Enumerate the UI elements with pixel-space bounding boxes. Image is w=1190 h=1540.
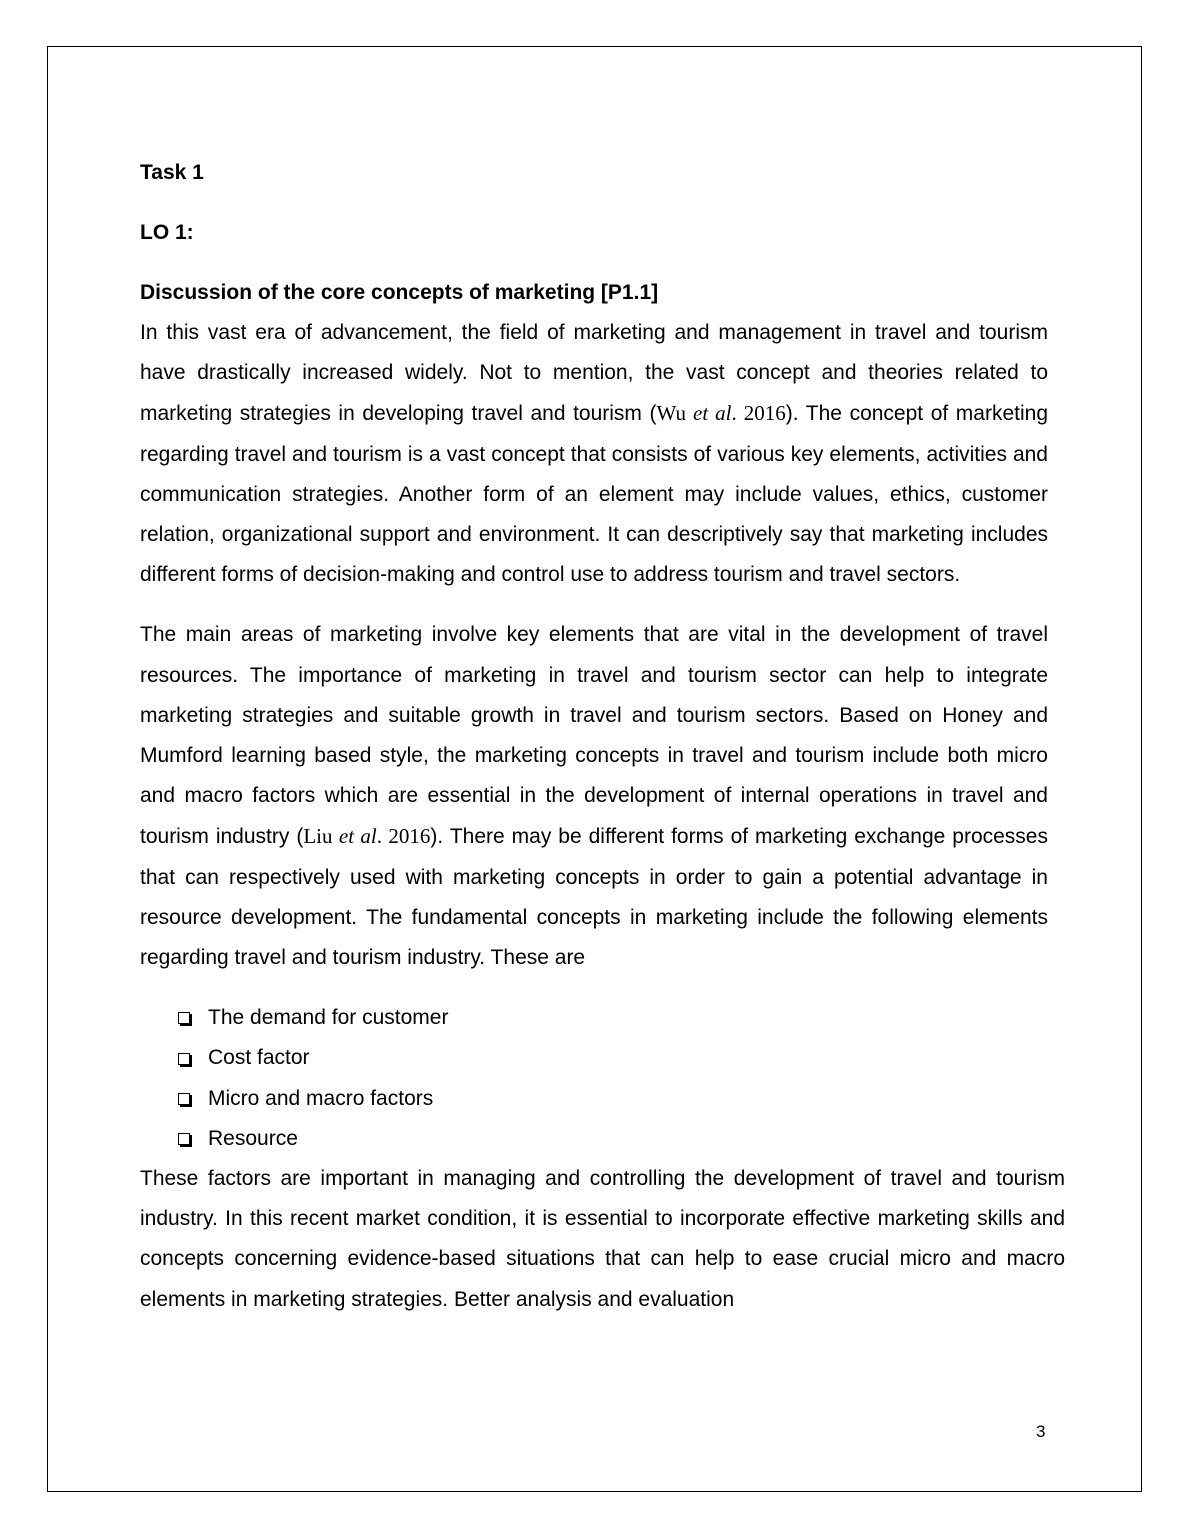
page-number: 3: [1036, 1422, 1046, 1441]
list-item-label: Resource: [208, 1126, 298, 1150]
paragraph-3: These factors are important in managing and controlling the development of travel and tourism industry. In this recent market condition, it is essential to incorporate effective marketing skills and concepts concerning evidence-based situations that can help to ease crucial micro and macro elements in marketing strategies. Better analysis and evaluation: [140, 1167, 1065, 1311]
paragraph-2-text-start: The main areas of marketing involve key elements that are vital in the development of travel resources. The importance of marketing in travel and tourism sector can help to integrate marketing strategies and suitable growth in travel and tourism sectors. Based on Honey and Mumford learning based style, the marketing concepts in travel and tourism include both micro and macro factors which are essential in the development of internal operations in travel and tourism industry (: [140, 623, 1048, 849]
document-body: [140, 155, 1065, 1320]
task-heading: Task 1: [140, 161, 204, 184]
learning-outcome-heading: LO 1:: [140, 221, 194, 244]
citation-year: . 2016: [376, 824, 431, 849]
citation-year: . 2016: [731, 401, 786, 426]
citation-author: Wu: [656, 401, 693, 426]
list-item: [176, 1119, 1048, 1159]
list-item: [176, 1079, 1048, 1119]
citation-etal: et al: [338, 824, 377, 849]
list-item-label: Micro and macro factors: [208, 1086, 434, 1110]
checkbox-bullet-icon: [178, 1012, 190, 1024]
list-item-label: The demand for customer: [208, 1006, 449, 1030]
checkbox-bullet-icon: [178, 1133, 190, 1145]
citation-author: Liu: [303, 824, 339, 849]
checkbox-bullet-icon: [178, 1093, 190, 1105]
list-item: [176, 998, 1048, 1038]
paragraph-1: [140, 313, 1048, 595]
section-heading: Discussion of the core concepts of marketing [P1.1]: [140, 281, 659, 304]
paragraph-1-text-end: ). The concept of marketing regarding travel and tourism is a vast concept that consists of various key elements, activities and communication strategies. Another form of an element may include values, ethics, customer relation, organizational support and environment. It can descriptively say that marketing includes different forms of decision-making and control use to address tourism and travel sectors.: [140, 402, 1049, 587]
paragraph-1-text-start: In this vast era of advancement, the field of marketing and management in travel and tourism have drastically increased widely. Not to mention, the vast concept and theories related to marketing strategies in developing travel and tourism (: [140, 321, 1048, 426]
list-item-label: Cost factor: [208, 1046, 310, 1070]
bullet-list: [176, 998, 1048, 1159]
checkbox-bullet-icon: [178, 1053, 190, 1065]
list-item: [176, 1038, 1048, 1078]
paragraph-2: [140, 615, 1048, 978]
paragraph-2-text-end: ). There may be different forms of marketing exchange processes that can respectively used with marketing concepts in order to gain a potential advantage in resource development. The fundamental concepts in marketing include the following elements regarding travel and tourism industry. These are: [140, 825, 1048, 970]
citation-etal: et al: [693, 401, 732, 426]
